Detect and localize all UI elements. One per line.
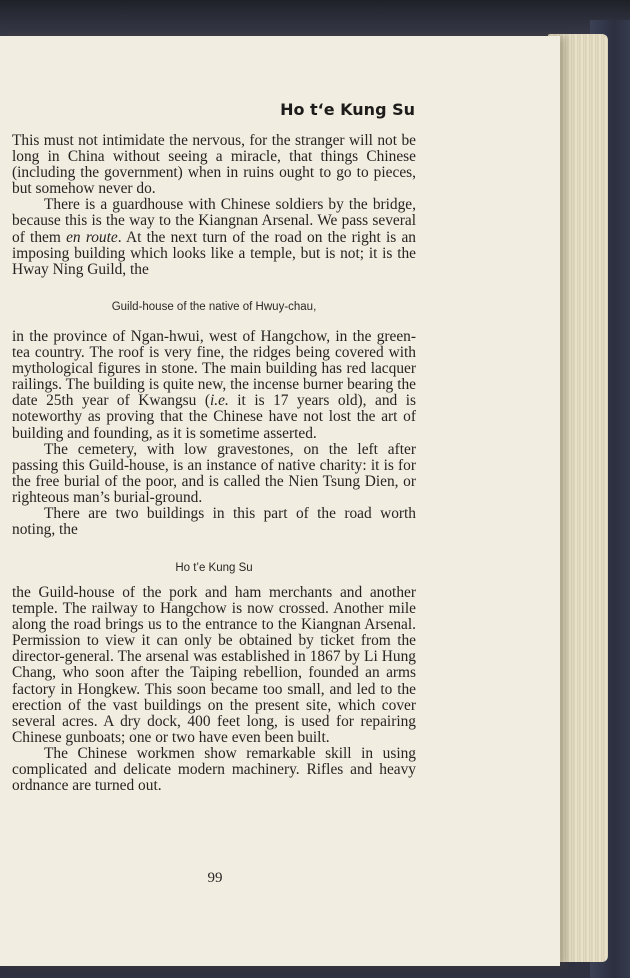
subheading-guild-house: Guild-house of the native of Hwuy-chau, xyxy=(111,301,317,313)
paragraph: in the province of Ngan-hwui, west of Hangchow, in the green-tea country. The roof is very fine, the ridges being covered with mythological figures in stone. The main building has red lacquer railings. The building is quite new, the incense burner bearing the date 25th year of Kwangsu (i.e. it is 17 years old), and is noteworthy as proving that the Chinese have not lost the art of building and founding, as it is sometime asserted. xyxy=(12,328,416,442)
paragraph: the Guild-house of the pork and ham merchants and another temple. The railway to Hangchow is now crossed. Another mile along the road brings us to the entrance to the Kiangnan Arsenal. Permission to view it can only be obtained by ticket from the director-general. The arsenal was established in 1867 by Li Hung Chang, who soon after the Taiping rebellion, founded an arms factory in Hongkew. This soon became too small, and led to the erection of the vast buildings on the present site, which cover several acres. A dry dock, 400 feet long, is used for repairing Chinese gunboats; one or two have even been built. xyxy=(12,584,416,746)
paragraph: The Chinese workmen show remarkable skill in using complicated and delicate modern machinery. Rifles and heavy ordnance are turned out. xyxy=(12,744,416,795)
paragraph: The cemetery, with low gravestones, on the left after passing this Guild-house, is an instance of native charity: it is for the free burial of the poor, and is called the Nien Tsung Dien, or righteous man’s burial-ground. xyxy=(12,440,416,506)
paragraph: There is a guardhouse with Chinese soldiers by the bridge, because this is the way to the Kiangnan Arsenal. We pass several of them en route. At the next turn of the road on the right is an imposing building which looks like a temple, but is not; it is the Hway Ning Guild, the xyxy=(12,196,416,278)
text-block-2 xyxy=(12,329,416,538)
book-page xyxy=(0,36,560,966)
running-head: Ho t‘e Kung Su xyxy=(280,100,415,119)
text-block-3 xyxy=(12,585,416,794)
subheading-ho-te-kung-su: Ho t’e Kung Su xyxy=(175,562,253,574)
text-block-1 xyxy=(12,133,416,278)
paragraph: This must not intimidate the nervous, for the stranger will not be long in China without seeing a miracle, that things Chinese (including the government) when in ruins ought to go to pieces, but somehow never do. xyxy=(12,132,416,198)
book-cover-top xyxy=(0,0,630,40)
paragraph: There are two buildings in this part of the road worth noting, the xyxy=(12,505,416,539)
page-number: 99 xyxy=(207,870,223,886)
